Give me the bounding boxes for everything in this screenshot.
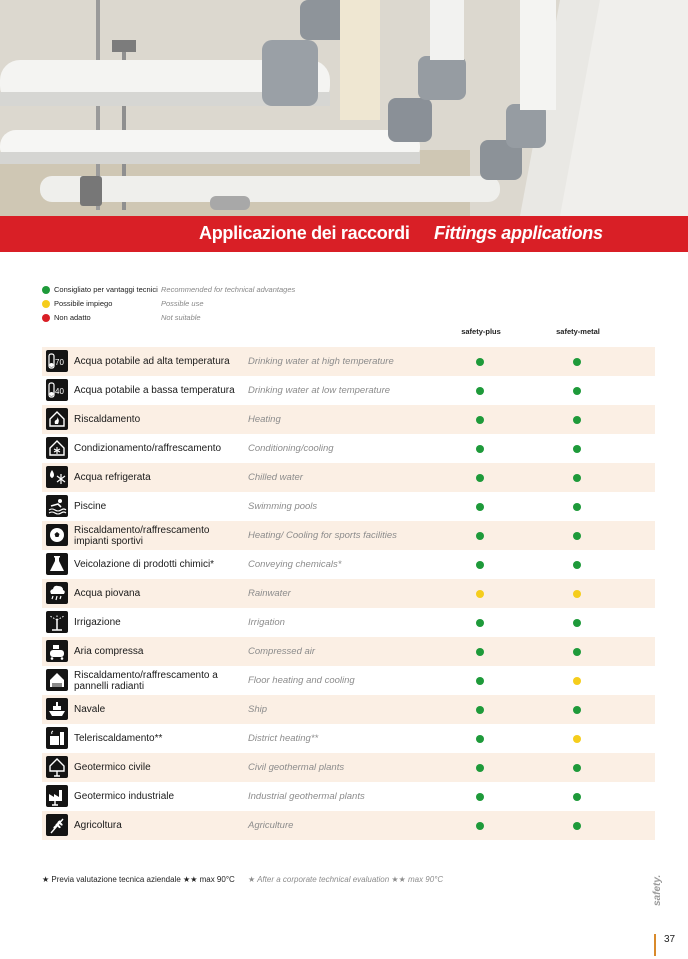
geothermal-house-icon — [46, 756, 68, 778]
footnote-it: ★ Previa valutazione tecnica aziendale ★★ max 90°C — [42, 875, 235, 884]
application-name-en: Drinking water at high temperature — [248, 356, 394, 367]
safety-metal-status-dot — [573, 358, 581, 366]
safety-metal-status-dot — [573, 416, 581, 424]
table-row — [42, 347, 655, 376]
application-name-en: Heating — [248, 414, 281, 425]
table-row — [42, 753, 655, 782]
safety-metal-status-dot — [573, 735, 581, 743]
application-name-en: Irrigation — [248, 617, 285, 628]
page-title-it: Applicazione dei raccordi — [199, 223, 410, 243]
safety-plus-status-dot — [476, 735, 484, 743]
table-row — [42, 579, 655, 608]
legend-label-en: Recommended for technical advantages — [161, 285, 296, 294]
thermometer-70-icon — [46, 350, 68, 372]
page-title-en: Fittings applications — [434, 223, 603, 243]
application-name-en: District heating** — [248, 733, 319, 744]
table-row — [42, 695, 655, 724]
safety-metal-status-dot — [573, 532, 581, 540]
safety-plus-status-dot — [476, 590, 484, 598]
safety-metal-status-dot — [573, 619, 581, 627]
house-cooling-icon — [46, 437, 68, 459]
application-name-en: Conveying chemicals* — [248, 559, 342, 570]
safety-plus-status-dot — [476, 532, 484, 540]
table-row — [42, 463, 655, 492]
safety-metal-status-dot — [573, 474, 581, 482]
application-name-it: Piscine — [74, 501, 107, 512]
thermometer-40-icon — [46, 379, 68, 401]
page-number-bar — [654, 934, 656, 956]
safety-metal-status-dot — [573, 503, 581, 511]
safety-plus-status-dot — [476, 387, 484, 395]
column-header-safety-plus: safety-plus — [461, 327, 501, 336]
chemical-flask-icon — [46, 553, 68, 575]
safety-metal-status-dot — [573, 706, 581, 714]
application-name-en: Civil geothermal plants — [248, 762, 345, 773]
safety-metal-status-dot — [573, 561, 581, 569]
legend-label-en: Not suitable — [161, 313, 201, 322]
application-name-it: Geotermico civile — [74, 762, 151, 773]
application-name-it: Geotermico industriale — [74, 791, 175, 802]
house-heating-icon — [46, 408, 68, 430]
application-name-it: Agricoltura — [74, 820, 122, 831]
safety-plus-status-dot — [476, 619, 484, 627]
safety-metal-status-dot — [573, 445, 581, 453]
district-heating-icon — [46, 727, 68, 749]
application-name-it: Irrigazione — [74, 617, 121, 628]
application-name-it: Acqua refrigerata — [74, 472, 151, 483]
safety-metal-status-dot — [573, 822, 581, 830]
table-row — [42, 550, 655, 579]
application-name-it: Teleriscaldamento** — [74, 733, 163, 744]
table-row — [42, 492, 655, 521]
page-number: 37 — [664, 934, 676, 945]
red-dot-icon — [42, 314, 50, 322]
safety-plus-status-dot — [476, 822, 484, 830]
application-name-it: Riscaldamento — [74, 414, 141, 425]
safety-metal-status-dot — [573, 764, 581, 772]
yellow-dot-icon — [42, 300, 50, 308]
application-name-en: Industrial geothermal plants — [248, 791, 365, 802]
application-name-en: Conditioning/cooling — [248, 443, 334, 454]
green-dot-icon — [42, 286, 50, 294]
safety-plus-status-dot — [476, 503, 484, 511]
legend-label-it: Non adatto — [54, 313, 91, 322]
legend-label-it: Possibile impiego — [54, 299, 113, 308]
application-name-en: Floor heating and cooling — [248, 675, 355, 686]
table-row — [42, 405, 655, 434]
application-name-en: Heating/ Cooling for sports facilities — [248, 530, 397, 541]
safety-plus-status-dot — [476, 561, 484, 569]
application-name-it: Riscaldamento/raffrescamento impianti sportivi — [74, 524, 210, 547]
sports-ball-icon — [46, 524, 68, 546]
application-name-it: Acqua piovana — [74, 588, 141, 599]
column-header-safety-metal: safety-metal — [556, 327, 600, 336]
footnote-en: ★ After a corporate technical evaluation ★★ max 90°C — [248, 875, 444, 884]
wheat-icon — [46, 814, 68, 836]
brand-logo: safety. — [652, 874, 663, 906]
safety-metal-status-dot — [573, 677, 581, 685]
safety-plus-status-dot — [476, 677, 484, 685]
icon-number-label: 70 — [55, 358, 64, 367]
table-row — [42, 666, 655, 695]
legend-label-en: Possible use — [161, 299, 204, 308]
application-name-en: Drinking water at low temperature — [248, 385, 391, 396]
legend-label-it: Consigliato per vantaggi tecnici — [54, 285, 158, 294]
radiant-floor-icon — [46, 669, 68, 691]
safety-plus-status-dot — [476, 358, 484, 366]
safety-metal-status-dot — [573, 648, 581, 656]
irrigation-icon — [46, 611, 68, 633]
application-name-en: Compressed air — [248, 646, 316, 657]
header-photo-pipes — [0, 0, 688, 216]
application-name-it: Veicolazione di prodotti chimici* — [74, 559, 215, 570]
chilled-water-icon — [46, 466, 68, 488]
safety-metal-status-dot — [573, 590, 581, 598]
safety-plus-status-dot — [476, 793, 484, 801]
application-name-it: Riscaldamento/raffrescamento a pannelli radianti — [74, 669, 218, 692]
application-name-en: Swimming pools — [248, 501, 318, 512]
table-row — [42, 521, 655, 550]
table-row — [42, 434, 655, 463]
table-row — [42, 811, 655, 840]
table-row — [42, 724, 655, 753]
applications-table — [42, 347, 655, 840]
icon-number-label: 40 — [55, 387, 64, 396]
safety-plus-status-dot — [476, 764, 484, 772]
swimming-pool-icon — [46, 495, 68, 517]
title-bar — [0, 216, 688, 252]
safety-plus-status-dot — [476, 474, 484, 482]
safety-metal-status-dot — [573, 387, 581, 395]
rain-cloud-icon — [46, 582, 68, 604]
safety-metal-status-dot — [573, 793, 581, 801]
safety-plus-status-dot — [476, 445, 484, 453]
application-name-it: Acqua potabile a bassa temperatura — [74, 385, 235, 396]
application-name-it: Aria compressa — [74, 646, 144, 657]
safety-plus-status-dot — [476, 706, 484, 714]
air-compressor-icon — [46, 640, 68, 662]
table-row — [42, 782, 655, 811]
table-row — [42, 637, 655, 666]
table-row — [42, 608, 655, 637]
application-name-it: Acqua potabile ad alta temperatura — [74, 356, 230, 367]
application-name-it: Navale — [74, 704, 106, 715]
application-name-en: Agriculture — [248, 820, 294, 831]
safety-plus-status-dot — [476, 648, 484, 656]
safety-plus-status-dot — [476, 416, 484, 424]
application-name-en: Chilled water — [248, 472, 303, 483]
application-name-en: Rainwater — [248, 588, 291, 599]
table-row — [42, 376, 655, 405]
geothermal-factory-icon — [46, 785, 68, 807]
ship-icon — [46, 698, 68, 720]
application-name-en: Ship — [248, 704, 268, 715]
application-name-it: Condizionamento/raffrescamento — [74, 443, 222, 454]
